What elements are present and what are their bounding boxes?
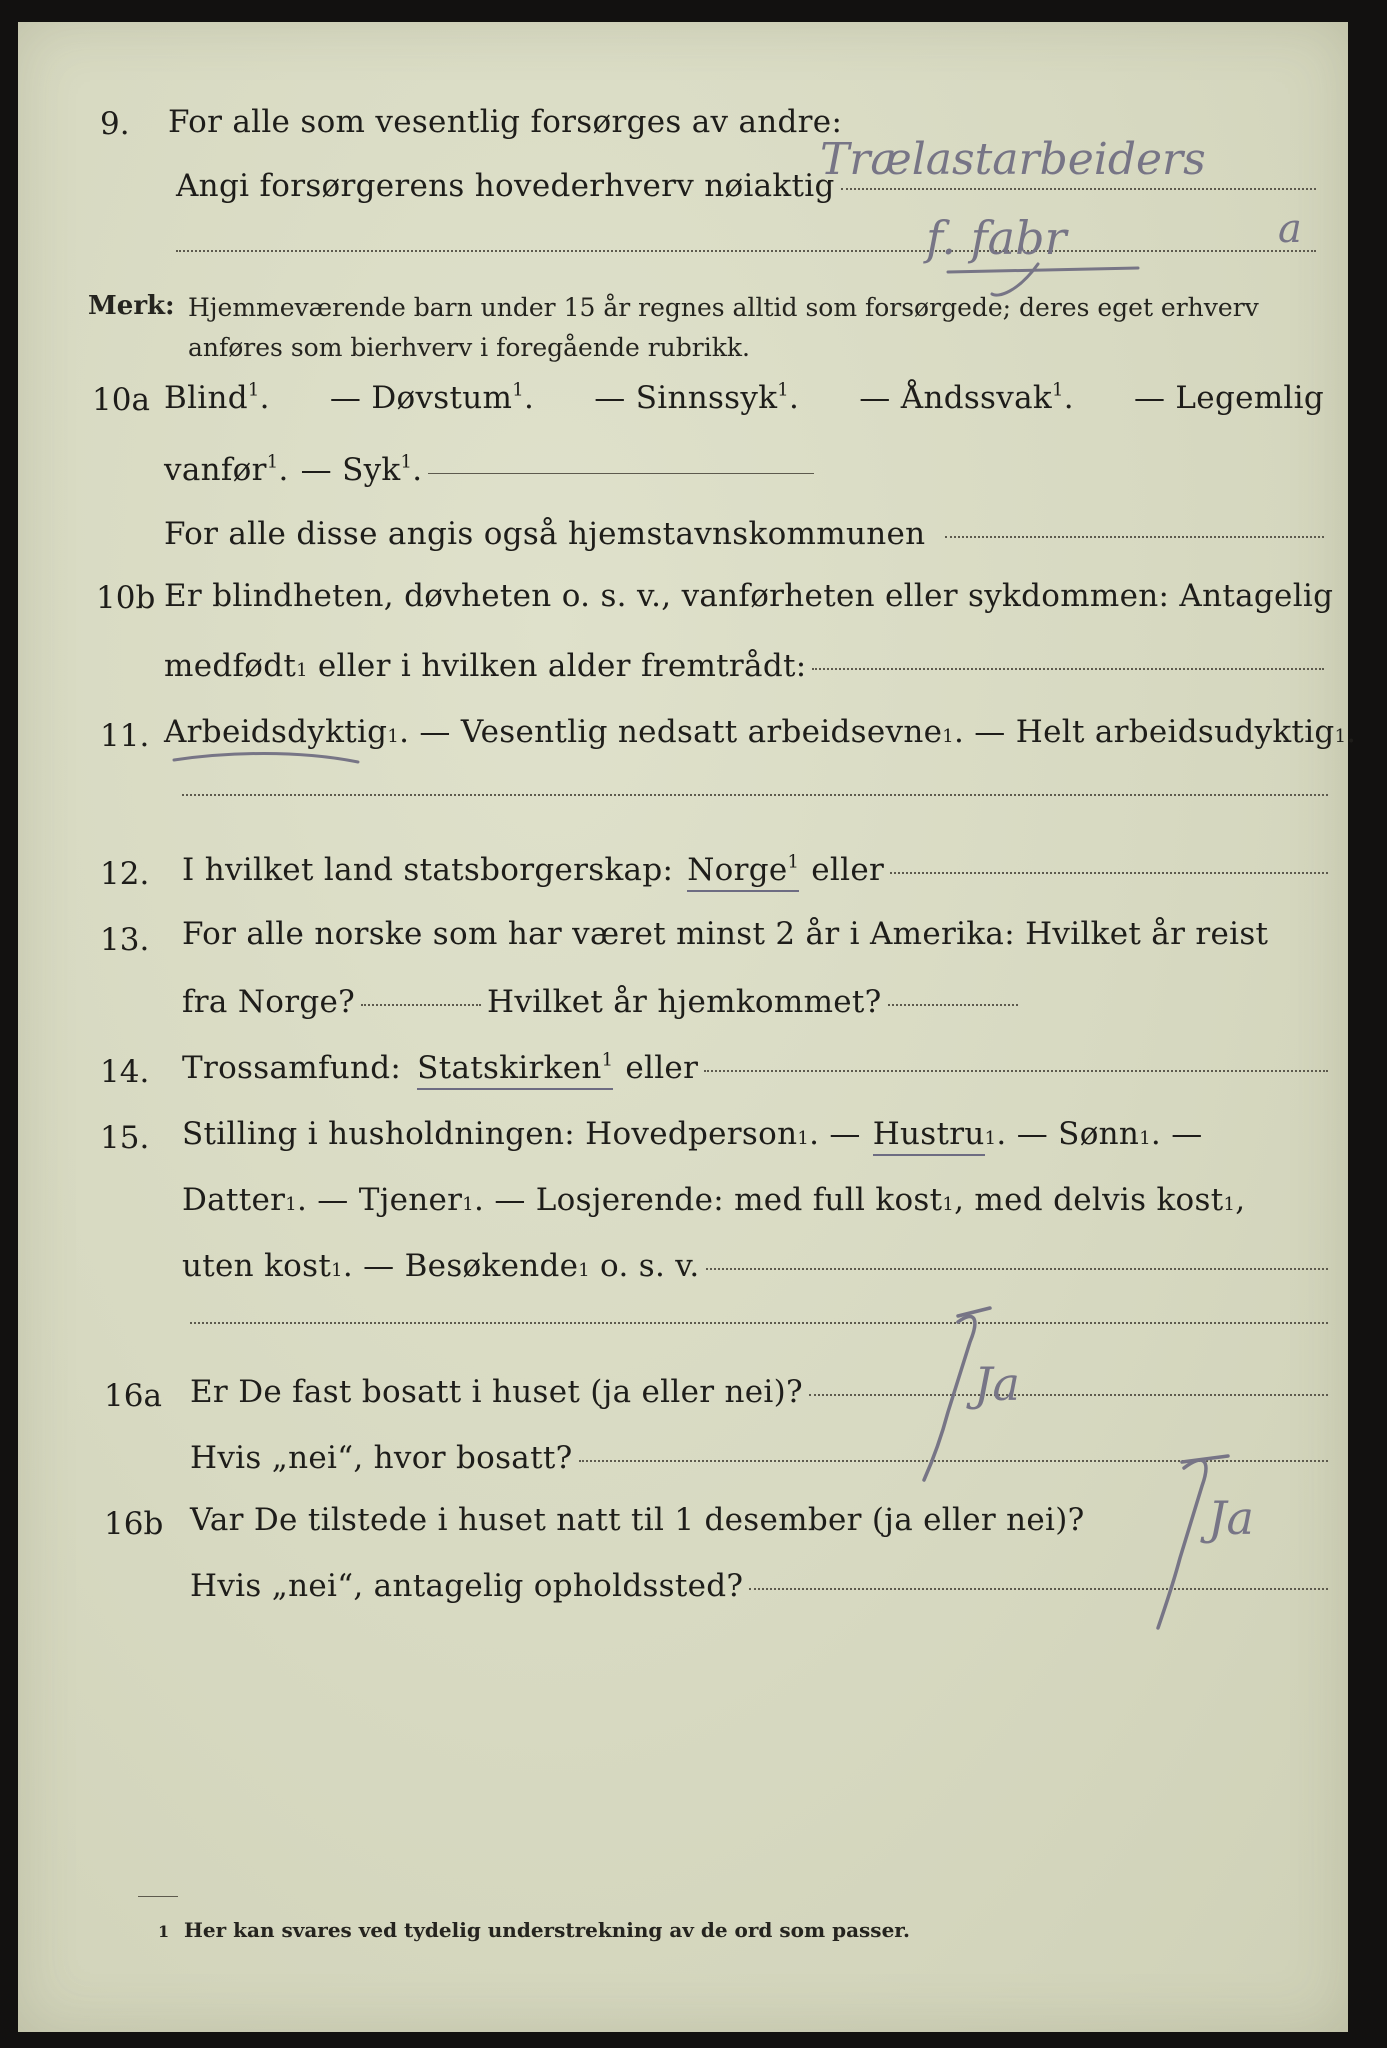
q15-number: 15. <box>100 1120 150 1156</box>
q10a-line3-text: For alle disse angis også hjemstavnskommunen <box>164 516 926 552</box>
q14-number: 14. <box>100 1054 150 1090</box>
q10b-number: 10b <box>96 580 156 616</box>
q10b-line2: medfødt 1 eller i hvilken alder fremtrådt: <box>164 648 1324 684</box>
option-andssvak: — Åndssvak$^1$. <box>859 379 1074 416</box>
q13-line1-text: For alle norske som har været minst 2 år i Amerika: Hvilket år reist <box>182 916 1269 952</box>
option-legemlig: — Legemlig <box>1133 380 1324 416</box>
q9-handwriting-line1 <box>818 130 1338 190</box>
option-uten-kost: uten kost <box>182 1248 332 1284</box>
q9-line1-text: For alle som vesentlig forsørges av andre: <box>168 104 843 140</box>
option-blind: Blind$^1$. <box>164 379 270 416</box>
q16b-line1-text: Var De tilstede i huset natt til 1 desember (ja eller nei)? <box>190 1502 1085 1538</box>
q12-number: 12. <box>100 856 150 892</box>
q9-line1 <box>168 104 842 140</box>
q16b-line1 <box>190 1502 1085 1538</box>
merk-line1: Hjemmeværende barn under 15 år regnes alltid som forsørgede; deres eget erhverv <box>188 293 1259 322</box>
option-datter: Datter <box>182 1182 286 1218</box>
option-sinnssyk: — Sinnssyk$^1$. <box>594 379 800 416</box>
option-medfodt: medfødt <box>164 648 297 684</box>
option-losjerende-full-kost: . — Losjerende: med full kost <box>474 1182 943 1218</box>
q12-line <box>182 852 1328 892</box>
q14-line <box>182 1050 1328 1090</box>
option-delvis-kost: , med delvis kost <box>954 1182 1224 1218</box>
q14-eller: eller <box>625 1050 699 1086</box>
q14-text: Trossamfund: <box>182 1050 402 1086</box>
q12-eller: eller <box>811 852 885 888</box>
q9-answer-text2: f. fabr <box>926 211 1067 265</box>
q16a-line1-text: Er De fast bosatt i huset (ja eller nei)? <box>190 1374 803 1410</box>
q9-line2-text: Angi forsørgerens hovederhverv nøiaktig <box>176 168 835 204</box>
census-form-page <box>18 22 1357 2032</box>
option-arbeidsdyktig: Arbeidsdyktig <box>164 714 388 750</box>
q12-fill <box>890 872 1328 874</box>
q16b-number: 16b <box>104 1506 164 1542</box>
option-nedsatt: . — Vesentlig nedsatt arbeidsevne <box>399 714 943 750</box>
q16b-line2-text: Hvis „nei“, antagelig opholdssted? <box>190 1568 744 1604</box>
q15-fill <box>706 1268 1328 1270</box>
option-norge: Norge$^1$ <box>687 852 799 892</box>
q13-year-return-fill <box>888 1004 1018 1006</box>
footnote-text: Her kan svares ved tydelig understrekning av de ord som passer. <box>184 1918 910 1942</box>
q16a-answer-text: Ja <box>974 1357 1020 1411</box>
q10a-line2-fill <box>428 473 814 474</box>
q13-year-left-fill <box>361 1004 481 1006</box>
option-hovedperson: Stilling i husholdningen: Hovedperson <box>182 1116 798 1152</box>
merk-label: Merk: <box>88 291 175 321</box>
q15-answer-line <box>190 1322 1328 1324</box>
q10a-line3 <box>164 516 1324 552</box>
q13-line2-b: Hvilket år hjemkommet? <box>487 984 882 1020</box>
option-syk: — Syk$^1$. <box>300 451 423 488</box>
q16a-handwritten-ja <box>898 1302 1078 1492</box>
q10b-line1-text: Er blindheten, døvheten o. s. v., vanførheten eller sykdommen: Antagelig <box>164 578 1334 614</box>
option-udyktig: . — Helt arbeidsudyktig <box>954 714 1335 750</box>
merk-line2: anføres som bierhverv i foregående rubrikk. <box>188 333 750 362</box>
q10b-line1 <box>164 578 1333 614</box>
option-vanfor: vanfør$^1$. <box>164 451 289 488</box>
q16b-handwritten-ja <box>1128 1438 1338 1638</box>
q13-line2-a: fra Norge? <box>182 984 356 1020</box>
q13-number: 13. <box>100 922 150 958</box>
q11-handwritten-underline <box>168 744 368 774</box>
q11-answer-line <box>182 794 1328 796</box>
q10b-line2-fill <box>812 668 1324 670</box>
q16b-answer-text: Ja <box>1208 1491 1254 1545</box>
option-sonn: . — Sønn <box>996 1116 1140 1152</box>
q10a-line3-fill <box>945 536 1324 538</box>
q16a-line2-text: Hvis „nei“, hvor bosatt? <box>190 1440 573 1476</box>
q9-answer-text2-end: a <box>1278 206 1302 252</box>
q10a-line2 <box>164 452 814 488</box>
q9-number: 9. <box>100 106 130 142</box>
footnote-mark: 1 <box>158 1922 170 1941</box>
q14-fill <box>704 1070 1328 1072</box>
option-besokende: . — Besøkende <box>342 1248 579 1284</box>
option-statskirken: Statskirken$^1$ <box>417 1050 613 1090</box>
q16a-number: 16a <box>104 1378 162 1414</box>
q15-line3: uten kost 1 . — Besøkende 1 o. s. v. <box>182 1248 1328 1284</box>
q10a-line1 <box>164 380 1324 416</box>
q16a-line1 <box>190 1374 1328 1410</box>
q9-answer-text1: Trælastarbeiders <box>820 134 1206 185</box>
q11-line: Arbeidsdyktig 1 . — Vesentlig nedsatt arbeidsevne 1 . — Helt arbeidsudyktig 1 . <box>164 714 1357 750</box>
q10b-line2-text: eller i hvilken alder fremtrådt: <box>317 648 807 684</box>
option-dovstum: — Døvstum$^1$. <box>329 379 535 416</box>
q13-line1 <box>182 916 1268 952</box>
q13-line2 <box>182 984 1024 1020</box>
q15-line1: Stilling i husholdningen: Hovedperson 1 . — Hustru 1 . — Sønn 1 . — <box>182 1116 1328 1156</box>
q15-line2: Datter 1 . — Tjener 1 . — Losjerende: med full kost 1 , med delvis kost 1 , <box>182 1182 1246 1218</box>
option-tjener: . — Tjener <box>296 1182 463 1218</box>
q10a-number: 10a <box>92 382 150 418</box>
q12-text: I hvilket land statsborgerskap: <box>182 852 674 888</box>
q11-number: 11. <box>100 718 150 754</box>
option-hustru: Hustru <box>873 1116 985 1156</box>
footnote-rule <box>138 1896 178 1897</box>
